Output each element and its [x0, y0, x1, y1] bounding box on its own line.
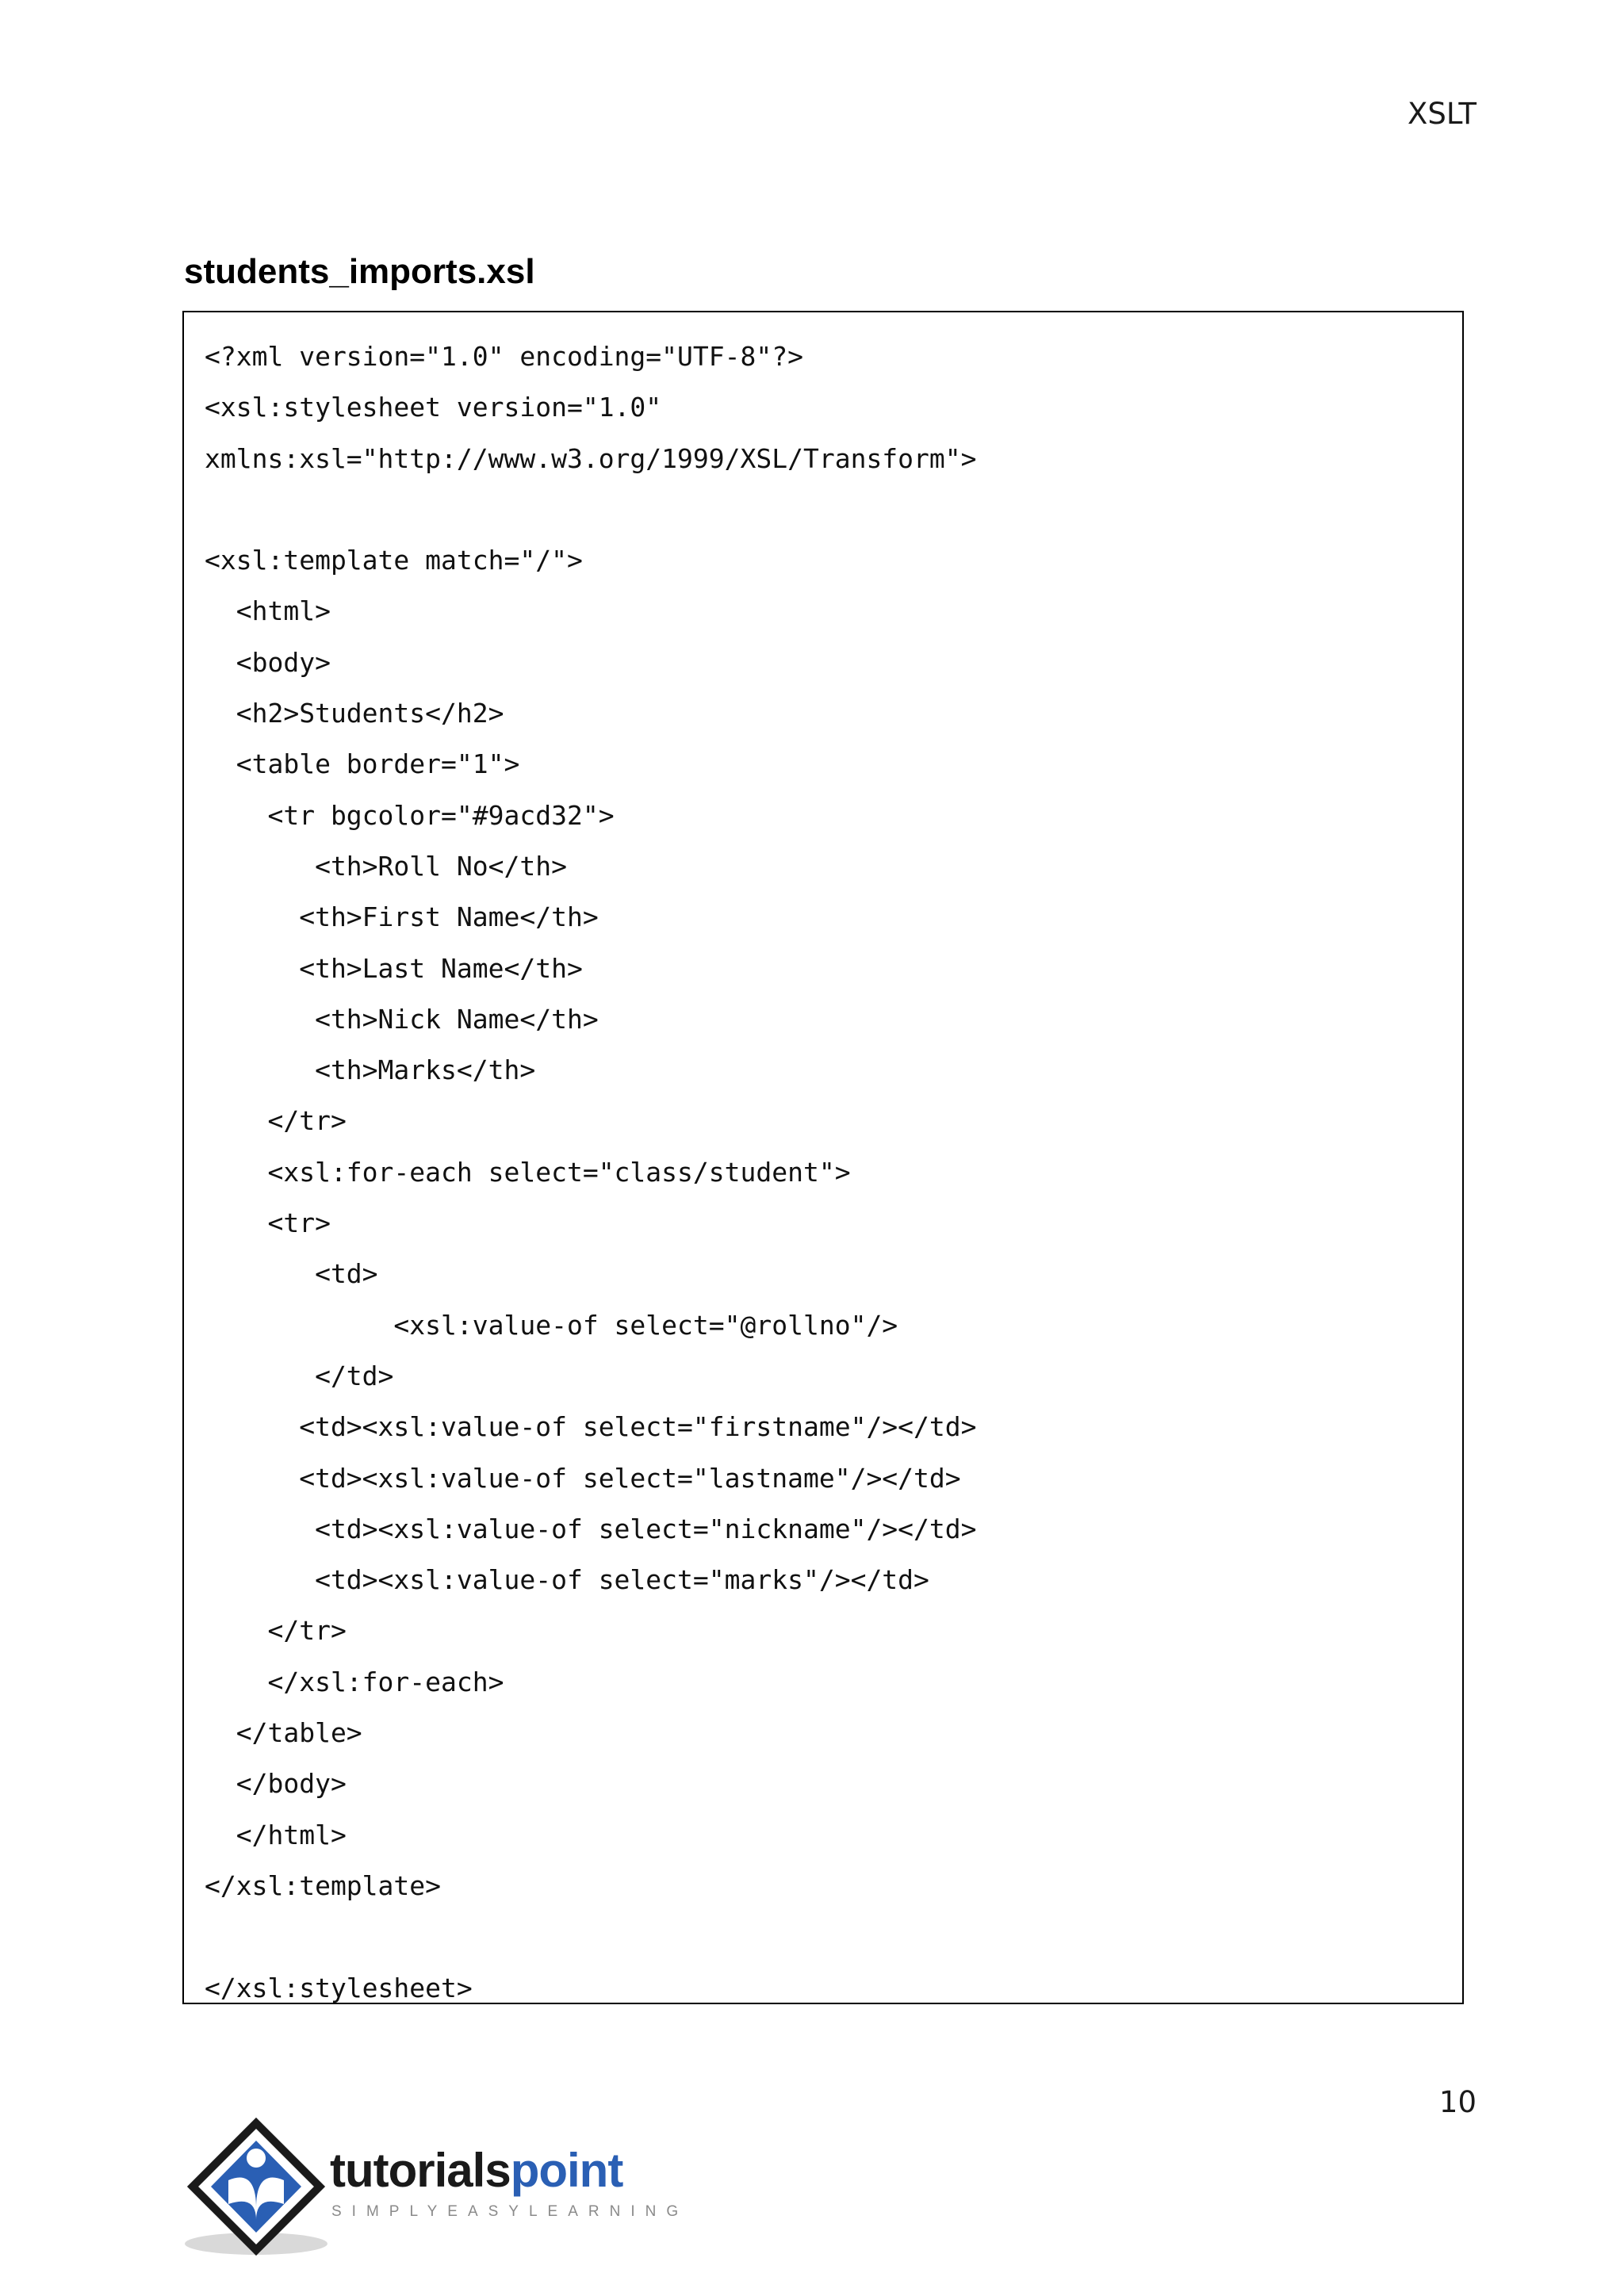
tutorialspoint-logo — [181, 2109, 688, 2260]
code-listing-box — [182, 311, 1464, 2004]
code-line — [205, 1911, 977, 1962]
logo-text-accent: point — [510, 2144, 623, 2197]
code-line: </body> — [205, 1768, 347, 1800]
code-line: <?xml version="1.0" encoding="UTF-8"?> — [205, 341, 803, 372]
code-line: <th>Roll No</th> — [205, 850, 567, 882]
code-line: </xsl:template> — [205, 1869, 442, 1901]
page-number: 10 — [1438, 2085, 1477, 2119]
code-line: <tr bgcolor="#9acd32"> — [205, 799, 615, 831]
logo-graphic — [181, 2109, 688, 2260]
code-lines — [205, 331, 977, 2014]
code-line: </table> — [205, 1717, 362, 1749]
code-line: <xsl:stylesheet version="1.0" — [205, 392, 662, 423]
code-line: </xsl:stylesheet> — [205, 1972, 473, 2003]
code-line: </xsl:for-each> — [205, 1666, 504, 1697]
running-header-title: XSLT — [1408, 97, 1477, 131]
code-line: <th>Last Name</th> — [205, 952, 583, 984]
file-heading: students_imports.xsl — [184, 252, 535, 291]
code-line: </td> — [205, 1360, 394, 1391]
logo-tagline: SIMPLYEASYLEARNING — [331, 2203, 688, 2220]
code-line: <xsl:for-each select="class/student"> — [205, 1156, 851, 1188]
code-line: </tr> — [205, 1105, 347, 1137]
code-line: <h2>Students</h2> — [205, 698, 504, 729]
code-line: <xsl:value-of select="@rollno"/> — [205, 1309, 898, 1341]
code-line: <td><xsl:value-of select="firstname"/></td> — [205, 1411, 977, 1443]
code-line: <td><xsl:value-of select="marks"/></td> — [205, 1564, 929, 1596]
code-line: <td><xsl:value-of select="nickname"/></td> — [205, 1513, 977, 1544]
code-line — [205, 484, 977, 535]
code-line: <th>Nick Name</th> — [205, 1003, 599, 1035]
code-line: xmlns:xsl="http://www.w3.org/1999/XSL/Transform"> — [205, 442, 977, 474]
code-line: <table border="1"> — [205, 748, 520, 780]
code-line: <body> — [205, 646, 331, 678]
code-line: <td><xsl:value-of select="lastname"/></td> — [205, 1462, 961, 1494]
code-line: <tr> — [205, 1207, 331, 1239]
code-line: </tr> — [205, 1615, 347, 1647]
logo-reader-head — [247, 2149, 266, 2168]
code-line: <td> — [205, 1258, 378, 1290]
code-line: <th>First Name</th> — [205, 901, 599, 933]
code-line: </html> — [205, 1819, 347, 1850]
code-line: <html> — [205, 595, 331, 627]
svg-text:tutorialspoint — [330, 2144, 623, 2197]
code-line: <th>Marks</th> — [205, 1054, 536, 1086]
logo-text-dark: tutorials — [330, 2144, 511, 2197]
code-line: <xsl:template match="/"> — [205, 545, 583, 576]
